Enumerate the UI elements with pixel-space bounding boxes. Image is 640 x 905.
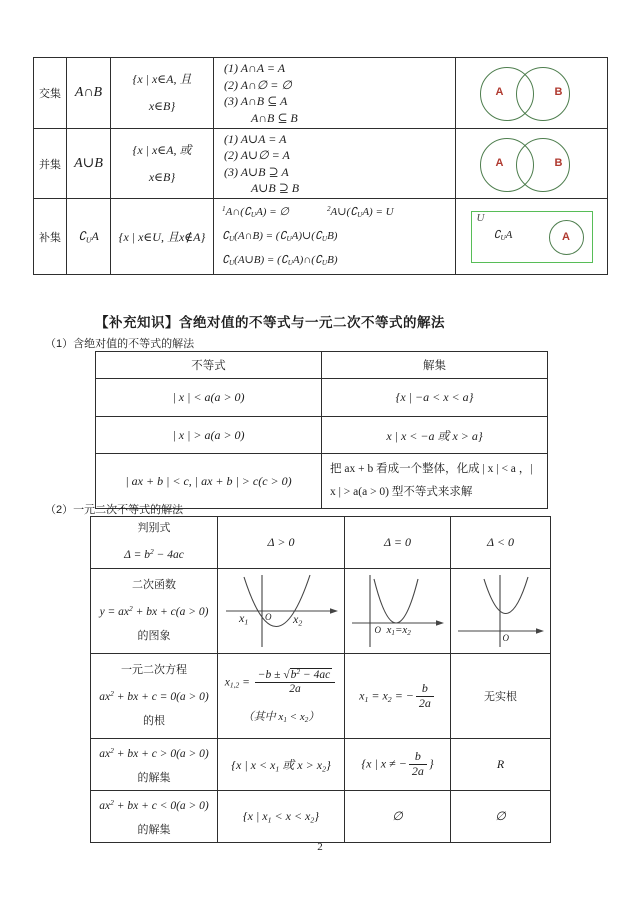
definition-line: {x | x∈A, 或 bbox=[132, 142, 192, 157]
label-line: 的根 bbox=[143, 714, 165, 727]
roots-formula: $x_{1,2}$ = $\frac{-b \pm √b^2 - 4ac}{2a}$ bbox=[218, 668, 344, 697]
solution-cell: {x | −a < x < a} bbox=[322, 379, 548, 417]
property-line: (1) A∩A = A bbox=[224, 61, 286, 75]
row-label bbox=[91, 791, 218, 843]
roots-delta-positive bbox=[218, 654, 345, 739]
label-line: $y = ax^2$ + bx + c(a > 0) bbox=[99, 604, 209, 619]
parabola-graph-double-root bbox=[348, 571, 448, 651]
label-line: $ax^2$ + bx + c = 0(a > 0) bbox=[99, 689, 209, 704]
header-line: 判别式 bbox=[137, 522, 171, 535]
venn-circle-a bbox=[549, 220, 584, 255]
row-complement bbox=[34, 199, 608, 275]
solution-cell: 把 ax + b 看成一个整体，化成 | x | < a ，| x | > a(a > 0) 型不等式来求解 bbox=[322, 454, 548, 509]
graph-cell-delta-zero bbox=[345, 569, 451, 654]
venn-diagram-intersection bbox=[466, 63, 598, 123]
row-label bbox=[91, 739, 218, 791]
axis-arrow bbox=[330, 608, 338, 614]
venn-label-b: B bbox=[554, 86, 563, 98]
col-header-inequality: 不等式 bbox=[96, 352, 322, 379]
origin-label: O bbox=[502, 633, 509, 643]
header-row bbox=[91, 517, 551, 569]
roots-condition: （其中 $x_1 < x_2$） bbox=[242, 711, 320, 725]
set-op-name: 并集 bbox=[34, 129, 67, 199]
abs-row-1 bbox=[96, 379, 548, 417]
label-line: 一元二次方程 bbox=[121, 664, 187, 677]
venn-label-a: A bbox=[562, 230, 570, 243]
label-line: 二次函数 bbox=[132, 579, 176, 592]
set-op-properties bbox=[214, 129, 456, 199]
graph-cell-delta-negative bbox=[451, 569, 551, 654]
inequality-cell: | ax + b | < c, | ax + b | > c(c > 0) bbox=[96, 454, 322, 509]
delta-negative-header: Δ < 0 bbox=[451, 517, 551, 569]
axis-arrow bbox=[436, 620, 444, 626]
solution-delta-zero: ∅ bbox=[345, 791, 451, 843]
set-op-properties bbox=[214, 199, 456, 275]
delta-zero-header: Δ = 0 bbox=[345, 517, 451, 569]
property-line bbox=[222, 199, 455, 226]
property-line: A∪B ⊇ B bbox=[251, 181, 300, 195]
roots-delta-negative: 无实根 bbox=[451, 654, 551, 739]
inequality-cell: | x | > a(a > 0) bbox=[96, 417, 322, 454]
label-line: 的解集 bbox=[137, 771, 171, 784]
venn-cell bbox=[456, 129, 608, 199]
definition-line: {x | x∈A, 且 bbox=[132, 72, 192, 86]
parabola-graph-no-root bbox=[454, 571, 548, 651]
label-line: $ax^2$ + bx + c < 0(a > 0) bbox=[99, 798, 209, 813]
row-label bbox=[91, 654, 218, 739]
section-title: 【补充知识】含绝对值的不等式与一元二次不等式的解法 bbox=[95, 315, 445, 330]
abs-ineq-table bbox=[95, 351, 548, 509]
set-op-symbol: $∁_UA$ bbox=[67, 199, 111, 275]
roots-row bbox=[91, 654, 551, 739]
double-root-label: $x_1=x_2$ bbox=[386, 624, 411, 638]
row-intersection bbox=[34, 58, 608, 129]
property-line: (1) A∪A = A bbox=[224, 131, 287, 146]
header-line: $\Delta = b^2 - 4ac$ bbox=[124, 547, 184, 562]
delta-positive-header: Δ > 0 bbox=[218, 517, 345, 569]
row-union bbox=[34, 129, 608, 199]
venn-cell bbox=[456, 199, 608, 275]
definition-line: x∈B} bbox=[148, 99, 176, 113]
part1-heading: （1）含绝对值的不等式的解法 bbox=[45, 338, 195, 350]
parabola-curve bbox=[484, 577, 528, 614]
origin-label: O bbox=[265, 612, 272, 622]
universe-label: U bbox=[476, 211, 485, 224]
solution-delta-positive: {x | $x < x_1$ 或 $x > x_2$} bbox=[218, 739, 345, 791]
set-op-symbol: A∪B bbox=[67, 129, 111, 199]
venn-cell bbox=[456, 58, 608, 129]
property-line: (2) A∩∅ = ∅ bbox=[224, 77, 292, 92]
set-op-name: 交集 bbox=[34, 58, 67, 129]
complement-label: $∁_UA$ bbox=[493, 228, 513, 242]
property-line: (3) A∪B ⊇ A bbox=[224, 164, 289, 179]
venn-diagram-union bbox=[466, 134, 598, 194]
parabola-svg bbox=[454, 571, 548, 651]
label-line: 的图象 bbox=[137, 629, 171, 642]
roots-delta-zero: $x_1 = x_2$ = − $\frac{b}{2a}$ bbox=[345, 654, 451, 739]
label-line: 的解集 bbox=[137, 823, 171, 836]
property-line: (3) A∩B ⊆ A bbox=[224, 94, 288, 108]
inequality-cell: | x | < a(a > 0) bbox=[96, 379, 322, 417]
solution-delta-zero: {x | x ≠ − $\frac{b}{2a}$ } bbox=[345, 739, 451, 791]
abs-row-2 bbox=[96, 417, 548, 454]
sets-table bbox=[33, 57, 608, 275]
less-than-row bbox=[91, 791, 551, 843]
parabola-curve bbox=[374, 579, 418, 623]
property-line: $∁_U(A\cup B)$ = $(∁_UA)\cap(∁_UB)$ bbox=[222, 254, 338, 268]
row-label bbox=[91, 569, 218, 654]
set-op-properties bbox=[214, 58, 456, 129]
label-line: $ax^2$ + bx + c > 0(a > 0) bbox=[99, 746, 209, 761]
solution-delta-positive: {x | $x_1 < x < x_2$} bbox=[218, 791, 345, 843]
axis-arrow bbox=[536, 628, 544, 634]
venn-label-a: A bbox=[495, 86, 504, 98]
set-op-definition bbox=[111, 129, 214, 199]
property-line: $∁_U(A\cap B)$ = $(∁_UA)\cup(∁_UB)$ bbox=[222, 230, 338, 244]
parabola-svg bbox=[348, 571, 448, 651]
origin-label: O bbox=[374, 625, 381, 635]
set-op-symbol: A∩B bbox=[67, 58, 111, 129]
graph-row bbox=[91, 569, 551, 654]
set-op-name: 补集 bbox=[34, 199, 67, 275]
property-line: A∩B ⊆ B bbox=[251, 110, 298, 125]
set-op-definition: {x | x∈U, 且x∉A} bbox=[111, 199, 214, 275]
header-row bbox=[96, 352, 548, 379]
venn-label-a: A bbox=[495, 156, 504, 169]
solution-cell: x | x < −a 或 x > a} bbox=[322, 417, 548, 454]
greater-than-row bbox=[91, 739, 551, 791]
solution-delta-negative: R bbox=[451, 739, 551, 791]
set-op-definition bbox=[111, 58, 214, 129]
discriminant-header bbox=[91, 517, 218, 569]
property-line: (2) A∪∅ = A bbox=[224, 148, 290, 162]
property-part: $^2A\cup(∁_UA) = U$ bbox=[326, 205, 394, 220]
parabola-graph-two-roots bbox=[222, 571, 340, 651]
definition-line: x∈B} bbox=[148, 169, 176, 184]
col-header-solution: 解集 bbox=[322, 352, 548, 379]
solution-delta-negative: ∅ bbox=[451, 791, 551, 843]
graph-cell-delta-positive bbox=[218, 569, 345, 654]
root-label-x2: $x_2$ bbox=[293, 612, 303, 628]
part2-heading: （2）一元二次不等式的解法 bbox=[45, 504, 184, 516]
venn-label-b: B bbox=[554, 156, 563, 169]
property-part: $^1A\cap(∁_UA)$ = ∅ bbox=[222, 205, 289, 220]
root-label-x1: $x_1$ bbox=[239, 611, 249, 627]
page-number: 2 bbox=[317, 841, 323, 853]
quadratic-table bbox=[90, 516, 551, 843]
venn-diagram-complement bbox=[471, 211, 593, 263]
